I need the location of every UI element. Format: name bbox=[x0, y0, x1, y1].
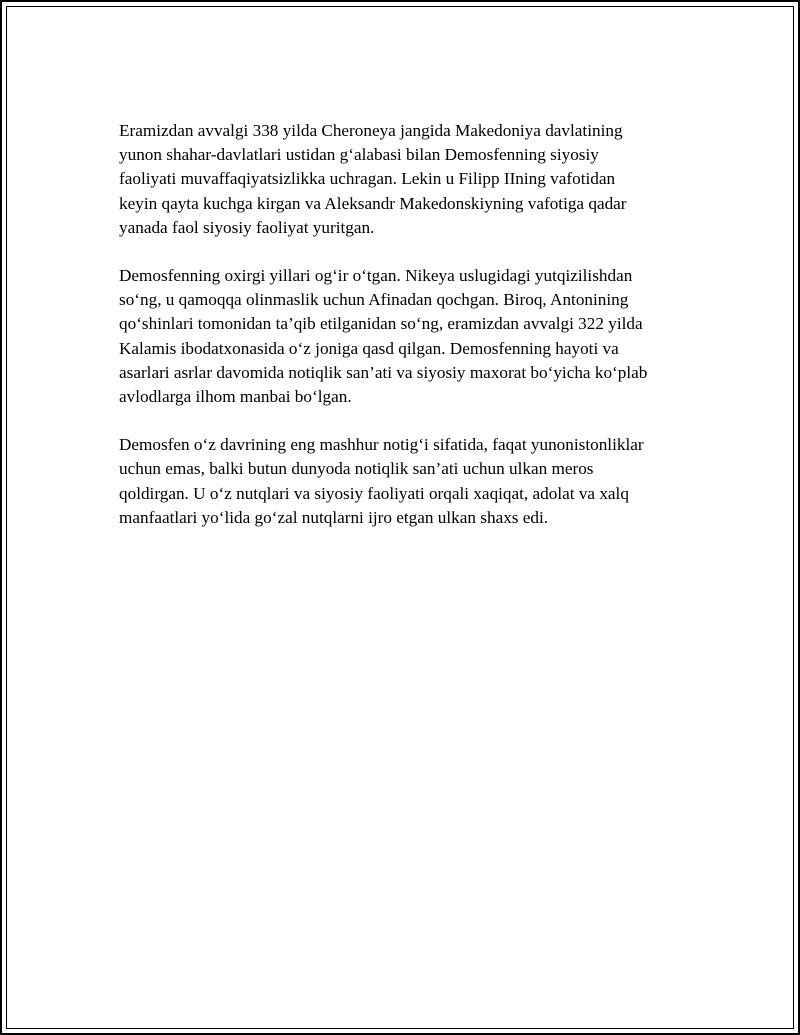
text-line: qo‘shinlari tomonidan ta’qib etilganidan so‘ng, eramizdan avvalgi 322 yilda bbox=[119, 314, 643, 334]
text-line: yunon shahar-davlatlari ustidan g‘alabasi bilan Demosfenning siyosiy bbox=[119, 145, 599, 165]
text-line: qoldirgan. U o‘z nutqlari va siyosiy faoliyati orqali xaqiqat, adolat va xalq bbox=[119, 483, 629, 503]
document-body bbox=[119, 119, 697, 554]
text-line: Demosfen o‘z davrining eng mashhur notig‘i sifatida, faqat yunonistonliklar bbox=[119, 435, 644, 455]
text-line: yanada faol siyosiy faoliyat yuritgan. bbox=[119, 217, 375, 237]
text-line: so‘ng, u qamoqqa olinmaslik uchun Afinadan qochgan. Biroq, Antonining bbox=[119, 290, 629, 310]
text-line: uchun emas, balki butun dunyoda notiqlik san’ati uchun ulkan meros bbox=[119, 459, 594, 479]
paragraph-3 bbox=[119, 433, 697, 530]
text-line: avlodlarga ilhom manbai bo‘lgan. bbox=[119, 387, 352, 407]
paragraph-1 bbox=[119, 119, 697, 240]
text-line: Eramizdan avvalgi 338 yilda Cheroneya jangida Makedoniya davlatining bbox=[119, 121, 623, 140]
paragraph-2 bbox=[119, 264, 697, 409]
text-line: asarlari asrlar davomida notiqlik san’ati va siyosiy maxorat bo‘yicha ko‘plab bbox=[119, 362, 648, 382]
text-line: manfaatlari yo‘lida go‘zal nutqlarni ijro etgan ulkan shaxs edi. bbox=[119, 507, 549, 527]
text-line: Kalamis ibodatxonasida o‘z joniga qasd qilgan. Demosfenning hayoti va bbox=[119, 338, 619, 358]
text-line: keyin qayta kuchga kirgan va Aleksandr Makedonskiyning vafotiga qadar bbox=[119, 193, 627, 213]
text-line: faoliyati muvaffaqiyatsizlikka uchragan. Lekin u Filipp IIning vafotidan bbox=[119, 169, 616, 189]
text-line: Demosfenning oxirgi yillari og‘ir o‘tgan. Nikeya uslugidagi yutqizilishdan bbox=[119, 266, 633, 286]
